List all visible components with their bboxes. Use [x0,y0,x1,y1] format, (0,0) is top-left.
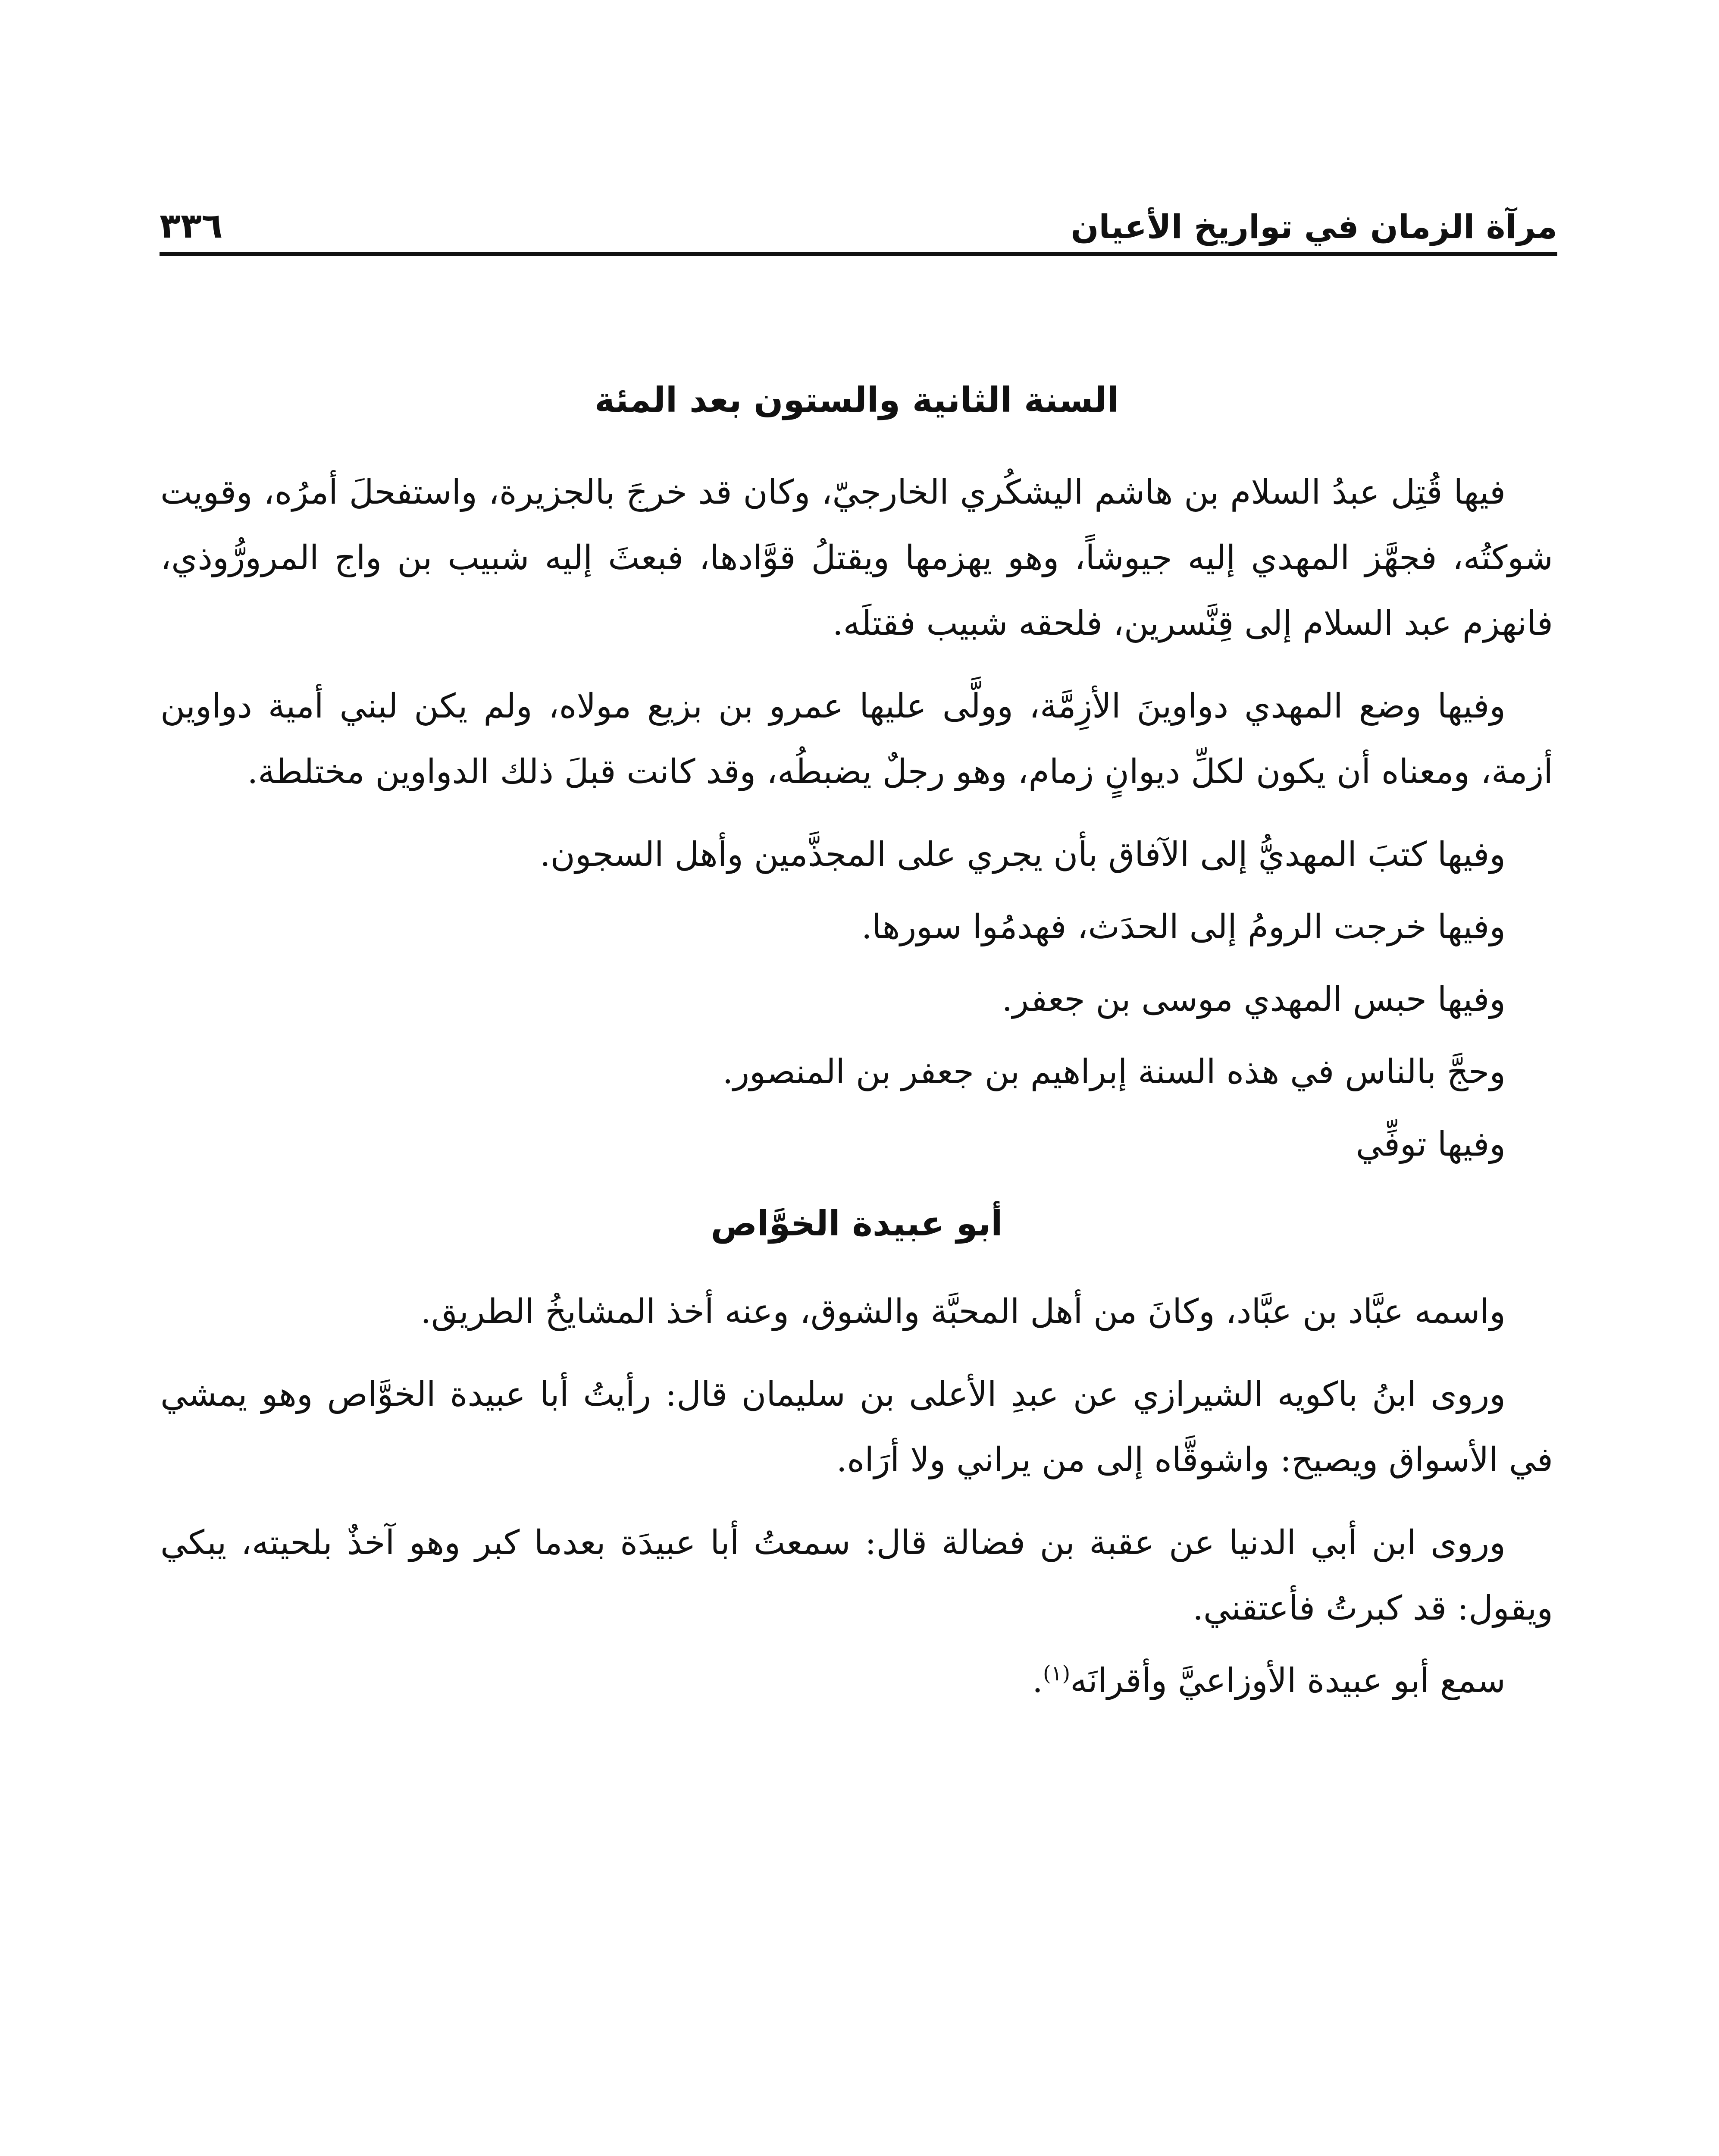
section-heading-biography: أبو عبيدة الخوَّاص [711,1203,1003,1244]
paragraph: وروى ابنُ باكويه الشيرازي عن عبدِ الأعلى بن سليمان قال: رأيتُ أبا عبيدة الخوَّاص وهو يمشي في الأسواق ويصيح: واشوقَّاه إلى من يراني ولا أرَاه. [160,1375,1553,1479]
paragraph: وفيها توفِّي [1356,1125,1506,1164]
footnote-reference: (١) [1043,1661,1071,1686]
paragraph-text: سمع أبو عبيدة الأوزاعيَّ وأقرانَه [1070,1661,1506,1700]
page-number: ٣٣٦ [160,206,223,246]
paragraph: واسمه عبَّاد بن عبَّاد، وكانَ من أهل المحبَّة والشوق، وعنه أخذ المشايخُ الطريق. [420,1292,1506,1331]
paragraph: وفيها حبس المهدي موسى بن جعفر. [1002,980,1506,1019]
page-body [160,379,1553,1720]
paragraph: وفيها خرجت الرومُ إلى الحدَث، فهدمُوا سورها. [861,908,1506,946]
paragraph: وروى ابن أبي الدنيا عن عقبة بن فضالة قال: سمعتُ أبا عبيدَة بعدما كبر وهو آخذٌ بلحيته، يبكي ويقول: قد كبرتُ فأعتقني. [160,1523,1553,1628]
paragraph-last [160,1648,1553,1714]
paragraph: فيها قُتِل عبدُ السلام بن هاشم اليشكُري الخارجيّ، وكان قد خرجَ بالجزيرة، واستفحلَ أمرُه، وقويت شوكتُه، فجهَّز المهدي إليه جيوشاً، وهو يهزمها ويقتلُ قوَّادها، فبعثَ إليه شبيب بن واج المرورُّوذي، فانهزم عبد السلام إلى قِنَّسرين، فلحقه شبيب فقتلَه. [160,473,1553,643]
paragraph: وحجَّ بالناس في هذه السنة إبراهيم بن جعفر بن المنصور. [722,1053,1506,1091]
header-divider [160,252,1557,256]
running-header [160,172,1557,254]
section-heading-year: السنة الثانية والستون بعد المئة [594,380,1119,420]
paragraph-end: . [1032,1661,1043,1700]
paragraph: وفيها وضع المهدي دواوينَ الأزِمَّة، وولَّى عليها عمرو بن بزيع مولاه، ولم يكن لبني أمية دواوين أزمة، ومعناه أن يكون لكلِّ ديوانٍ زمام، وهو رجلٌ يضبطُه، وقد كانت قبلَ ذلك الدواوين مختلطة. [160,687,1553,791]
book-title: مرآة الزمان في تواريخ الأعيان [1071,207,1557,246]
paragraph: وفيها كتبَ المهديُّ إلى الآفاق بأن يجري على المجذَّمين وأهل السجون. [539,835,1506,874]
